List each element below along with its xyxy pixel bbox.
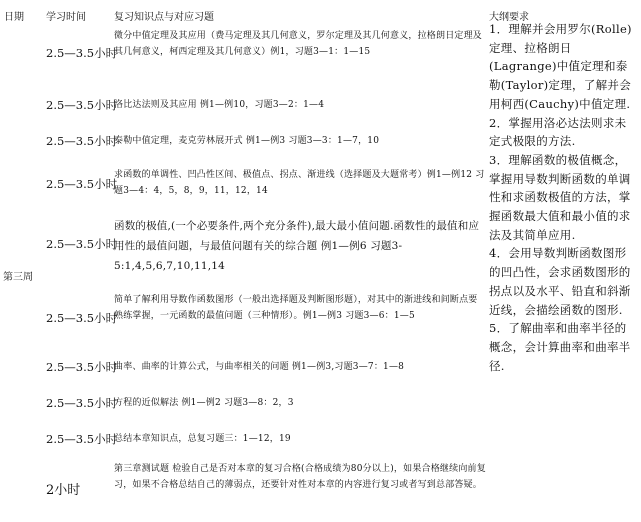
- row-hours: 2.5—3.5小时: [46, 396, 118, 410]
- row-content: 总结本章知识点，总复习题三：1—12，19: [114, 434, 291, 444]
- row-content: 微分中值定理及其应用（费马定理及其几何意义，罗尔定理及其几何意义，拉格朗日定理及其几何意义，柯西定理及其几何意义）例1，习题3—1：1—15: [114, 31, 483, 57]
- row-hours: 2.5—3.5小时: [46, 237, 118, 251]
- row-hours: 2.5—3.5小时: [46, 134, 118, 148]
- week-label: 第三周: [3, 272, 33, 283]
- requirement-item: 4．会用导数判断函数图形的凹凸性，会求函数图形的拐点以及水平、铅直和斜渐近线，会描绘函数的图形.: [489, 246, 631, 317]
- requirement-item: 1．理解并会用罗尔(Rolle)定理、拉格朗日(Lagrange)中值定理和泰勒(Taylor)定理，了解并会用柯西(Cauchy)中值定理.: [489, 22, 632, 111]
- row-hours: 2.5—3.5小时: [46, 98, 118, 112]
- requirement-item: 5．了解曲率和曲率半径的概念，会计算曲率和曲率半径.: [489, 321, 631, 373]
- header-date: 日期: [4, 12, 24, 23]
- header-content: 复习知识点与对应习题: [114, 12, 214, 23]
- row-hours: 2.5—3.5小时: [46, 311, 118, 325]
- requirement-item: 2．掌握用洛必达法则求未定式极限的方法.: [489, 115, 627, 149]
- row-hours: 2.5—3.5小时: [46, 177, 118, 191]
- row-content: 函数的极值,(一个必要条件,两个充分条件),最大最小值问题.函数性的最值和应用性的最值问题，与最值问题有关的综合题 例1—例6 习题3-5:1,4,5,6,7,10,11,14: [114, 220, 480, 272]
- row-content: 简单了解利用导数作函数图形（一般出选择题及判断图形题），对其中的渐进线和间断点要熟练掌握，一元函数的最值问题（三种情形）。例1—例3 习题3—6：1—5: [114, 295, 478, 321]
- row-content: 泰勒中值定理，麦克劳林展开式 例1—例3 习题3—3：1—7，10: [114, 136, 380, 146]
- requirement-item: 3．理解函数的极值概念，掌握用导数判断函数的单调性和求函数极值的方法，掌握函数最大值和最小值的求法及其简单应用.: [489, 152, 631, 242]
- row-hours: 2.5—3.5小时: [46, 46, 118, 60]
- row-hours: 2.5—3.5小时: [46, 432, 118, 446]
- row-content: 方程的近似解法 例1—例2 习题3—8：2，3: [114, 398, 294, 408]
- header-requirements: 大纲要求: [489, 12, 529, 23]
- requirements-list: [489, 20, 634, 375]
- row-content: 曲率、曲率的计算公式，与曲率相关的问题 例1—例3,习题3—7：1—8: [114, 362, 405, 372]
- row-hours: 2.5—3.5小时: [46, 360, 118, 374]
- row-content: 求函数的单调性、凹凸性区间、极值点、拐点、渐进线（选择题及大题常考）例1—例12 习题3—4：4，5，8，9，11，12，14: [114, 170, 485, 196]
- row-content: 第三章测试题 检验自己是否对本章的复习合格(合格成绩为80分以上)，如果合格继续向前复习，如果不合格总结自己的薄弱点，还要针对性对本章的内容进行复习或者写到总部答疑。: [114, 464, 486, 490]
- row-content: 洛比达法则及其应用 例1—例10，习题3—2：1—4: [114, 100, 325, 110]
- header-hours: 学习时间: [46, 12, 86, 23]
- row-hours: 2小时: [46, 483, 81, 498]
